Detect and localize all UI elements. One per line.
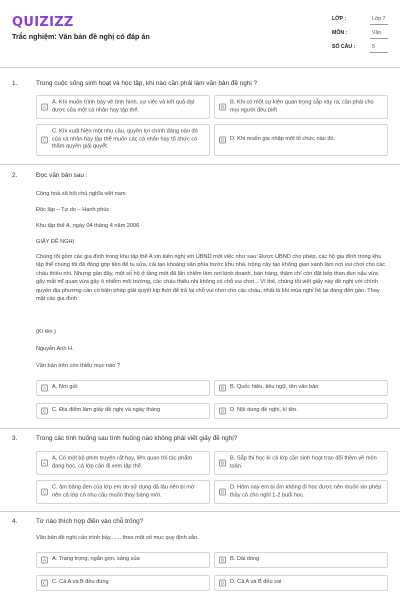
option-text: C. Địa điểm làm giấy đề nghị và ngày tháng [52, 407, 161, 414]
option-text: B. Sắp thi học kì cả lớp cần sinh hoạt trao đổi thêm về môn toán. [230, 455, 377, 469]
option-letter: C [42, 489, 47, 495]
quiz-title: Trắc nghiệm: Văn bản đề nghị có đáp án [12, 32, 150, 41]
q2-option-d[interactable] [214, 403, 388, 419]
q1-option-b[interactable] [214, 95, 388, 119]
passage-question: Văn bản trên còn thiếu mục nào ? [36, 363, 120, 369]
q1-option-d[interactable] [214, 124, 388, 156]
option-letter: A [42, 460, 47, 466]
meta-underline [370, 38, 388, 39]
option-letter: A [42, 385, 47, 391]
q1-option-c[interactable] [36, 124, 210, 156]
q3-option-c[interactable] [36, 480, 210, 504]
question-number: 3. [12, 435, 18, 442]
q4-option-d[interactable] [214, 575, 388, 591]
passage-line: GIẤY ĐỀ NGHỊ [36, 239, 75, 245]
option-letter: D [220, 489, 225, 495]
question-subtext: Văn bản đề nghị cần trình bày....... theo một số mục quy định sẵn. [36, 535, 199, 541]
option-letter: B [220, 460, 225, 466]
meta-class-label: LỚP : [332, 16, 347, 22]
q4-option-b[interactable] [214, 552, 388, 568]
q1-option-a[interactable] [36, 95, 210, 119]
option-text: A. Có một bộ phim truyện rất hay, liên quan tới tác phẩm đang học, cả lớp cần đi xem tập thể. [52, 455, 193, 469]
option-text: C. âm bảng đen của lớp em do sử dụng đã lâu nên bị mờ nên cả lớp có nhu cầu muốn thay bảng mới. [52, 484, 195, 498]
option-text: D. Khi muốn gia nhập một tổ chức nào đó. [230, 136, 336, 143]
q3-option-a[interactable] [36, 451, 210, 475]
option-letter: C [42, 137, 47, 143]
option-letter: B [220, 104, 225, 110]
q2-option-b[interactable] [214, 380, 388, 396]
question-text: Từ nào thích hợp điền vào chỗ trống? [36, 518, 144, 525]
meta-subject-value: Văn [372, 30, 382, 36]
option-letter: C [42, 408, 47, 414]
question-text: Trong các tình huống sau tình huống nào không phải viết giấy đề nghị? [36, 435, 238, 442]
q3-option-d[interactable] [214, 480, 388, 504]
option-text: A. Trang trọng, ngắn gọn, sáng sủa [52, 556, 140, 563]
passage-paragraph: Chúng tôi gồm các gia đình trong khu tập thể A xin kiến nghị với UBND một việc như sau: Được UBND cho phép, các hộ gia đình trong khu tập thể chúng tôi đã đóng góp tiền để tu sửa, cải tạo khoảng sân phía trước khu nhà, trồng cây tạo không gian xanh làm nơi vui chơi cho các cháu thiếu nhi. Nhưng gần đây, một số hộ ở tầng một đã lấn chiếm làm nơi kinh doanh, bán hàng, thậm chí còn đặt bếp than đun nấu vừa gây mất mĩ quan vừa gây ô nhiễm môi trường, các cháu thiếu nhi không có chỗ vui chơi... Vì thế, chúng tôi viết giấy này đề nghị với chính quyền địa phương cần có biện pháp giải quyết kịp thời để trả lại chỗ vui chơi cho các cháu, nhất là khi mùa nghỉ hè lại đang đến gần. Thay mặt các gia đình [36, 254, 386, 302]
option-letter: B [220, 385, 225, 391]
passage-line: Cộng hoà xã hội chủ nghĩa việt nam [36, 191, 126, 197]
option-text: D. Cả A và B đều sai [230, 579, 282, 586]
question-text: Đọc văn bản sau : [36, 172, 88, 179]
option-text: B. Khi có một sự kiện quan trọng sắp xảy ra, cần phải cho mọi người đều biết [230, 99, 374, 113]
meta-underline [370, 52, 388, 53]
q2-option-a[interactable] [36, 380, 210, 396]
meta-subject-label: MÔN : [332, 30, 348, 36]
option-letter: A [42, 104, 47, 110]
option-text: B. Dài dòng [230, 556, 260, 563]
q3-option-b[interactable] [214, 451, 388, 475]
meta-class-value: Lớp 7 [372, 16, 386, 22]
option-letter: B [220, 557, 225, 563]
option-letter: A [42, 557, 47, 563]
option-letter: D [220, 580, 225, 586]
option-text: D. Hôm nay em bị ốm không đi học được nên muốn xin phép thầy cô cho nghỉ 1-2 buổi học. [230, 484, 382, 498]
question-number: 1. [12, 80, 18, 87]
question-number: 2. [12, 172, 18, 179]
brand-logo: QUIZIZZ [12, 15, 74, 30]
meta-count-label: SỐ CÂU : [332, 44, 356, 50]
option-text: C. Cả A và B đều đúng [52, 579, 109, 586]
option-letter: D [220, 408, 225, 414]
worksheet-header [12, 10, 388, 65]
question-text: Trong cuộc sống sinh hoạt và học tập, khi nào cần phải làm văn bản đề nghị ? [36, 80, 258, 87]
q2-option-c[interactable] [36, 403, 210, 419]
passage-line: Khu tập thể A, ngày 04 tháng 4 năm 2006 [36, 223, 140, 229]
passage-line: (Kí tên ) [36, 329, 56, 335]
divider [0, 511, 400, 512]
option-text: A. Nơi gửi [52, 384, 78, 391]
passage-line: Nguyễn Anh H. [36, 346, 74, 352]
option-text: D. Nội dung đề nghị, kí tên. [230, 407, 298, 414]
passage-line: Độc lập – Tự do – Hạnh phúc [36, 207, 110, 213]
divider [0, 428, 400, 429]
q4-option-c[interactable] [36, 575, 210, 591]
option-letter: C [42, 580, 47, 586]
meta-underline [370, 24, 388, 25]
meta-count-value: 5 [372, 44, 375, 50]
divider [0, 164, 400, 165]
option-text: A. Khi muốn trình bày về tình hình, sự việc và kết quả đạt được của một cá nhân hay tập thể. [52, 99, 195, 113]
divider [0, 67, 400, 68]
question-number: 4. [12, 518, 18, 525]
option-text: C. Khi xuất hiện một nhu cầu, quyền lợi chính đáng nào đó của cá nhân hay tập thể muốn các cá nhân hay tổ chức có thẩm quyền giải quyết. [52, 128, 198, 150]
q4-option-a[interactable] [36, 552, 210, 568]
option-text: B. Quốc hiệu, tiêu ngữ, tên văn bản [230, 384, 319, 391]
option-letter: D [220, 137, 225, 143]
